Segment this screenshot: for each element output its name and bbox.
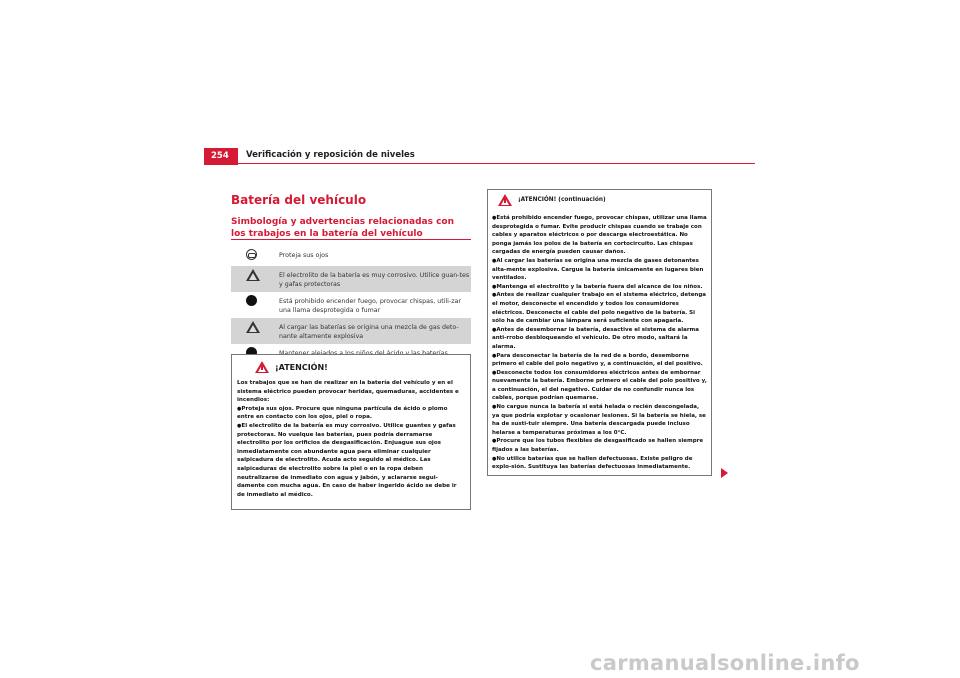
- section-subtitle: Simbología y advertencias relacionadas con los trabajos en la batería del vehículo: [231, 217, 455, 239]
- continue-arrow-icon[interactable]: [721, 468, 728, 478]
- symbol-row: [231, 292, 471, 318]
- warning-item: ● No utilice baterías que se hallen defectuosas. Existe peligro de explo-sión. Sustituya las baterías defectuosas inmediatamente.: [492, 455, 707, 472]
- warning-item: ● Antes de desembornar la batería, desactive el sistema de alarma anti-rrobo desbloqueando el vehículo. De otro modo, saltará la alarma.: [492, 326, 707, 352]
- warning-continuation-box: [487, 189, 712, 476]
- warning-box: [231, 354, 471, 510]
- warning-item: ● Para desconectar la batería de la red de a bordo, desemborne primero el cable del polo negativo y, a continuación, el del positivo.: [492, 352, 707, 369]
- warning-item: ● Está prohibido encender fuego, provocar chispas, utilizar una llama desprotegida o fumar. Evite producir chispas cuando se trabaje con cables y aparatos eléctricos o por descarga electroestática. No ponga jamás los polos de la batería en cortocircuito. Las chispas cargadas de energía pueden causar daños.: [492, 214, 707, 257]
- page-number: 254: [204, 148, 238, 165]
- no-fire-icon: [246, 295, 257, 306]
- symbol-text: El electrolito de la batería es muy corrosivo. Utilice guan-tes y gafas protectoras: [279, 272, 470, 288]
- warning-item: ● Desconecte todos los consumidores eléctricos antes de embornar nuevamente la batería. Emborne primero el cable del polo positivo y, a continuación, el del negativo. Cuidar de no confundir nunca los cables, porque podrían quemarse.: [492, 369, 707, 403]
- warning-intro: Los trabajos que se han de realizar en la batería del vehículo y en el sistema eléctrico pueden provocar heridas, quemaduras, accidentes e incendios:: [237, 380, 459, 404]
- section-title: Verificación y reposición de niveles: [246, 150, 415, 160]
- warning-item: ● Mantenga el electrolito y la batería fuera del alcance de los niños.: [492, 283, 707, 292]
- subtitle-divider: [231, 239, 471, 240]
- warning-item: ● Al cargar las baterías se origina una mezcla de gases detonantes alta-mente explosiva. Cargue la batería únicamente en lugares bien ventilados.: [492, 257, 707, 283]
- symbol-text: Proteja sus ojos: [279, 252, 329, 259]
- acid-warning-icon: [246, 269, 260, 281]
- goggles-icon: [246, 249, 257, 260]
- warning-item: ● Proteja sus ojos. Procure que ninguna partícula de ácido o plomo entre en contacto con los ojos, piel o ropa.: [237, 405, 465, 422]
- warning-item: ● Antes de realizar cualquier trabajo en el sistema eléctrico, detenga el motor, desconecte el encendido y todos los consumidores eléctricos. Desconecte el cable del polo negativo de la batería. Si sólo ha de cambiar una lámpara será suficiente con apagarla.: [492, 291, 707, 325]
- warning-continuation-title: ¡ATENCIÓN! (continuación): [518, 197, 606, 203]
- symbol-row: [231, 318, 471, 344]
- footer-watermark: carmanualsonline.info: [590, 651, 860, 675]
- explosive-gas-icon: [246, 321, 260, 333]
- symbol-text: Está prohibido encender fuego, provocar chispas, utili-zar una llama desprotegida o fumar: [279, 298, 461, 314]
- header-divider: [204, 163, 755, 164]
- symbol-row: [231, 246, 471, 266]
- page-title: Batería del vehículo: [231, 193, 367, 207]
- warning-item: ● Procure que los tubos flexibles de desgasificado se hallen siempre fijados a las baterías.: [492, 437, 707, 454]
- warning-triangle-icon: [255, 361, 269, 373]
- warning-item: ● No cargue nunca la batería si está helada o recién descongelada, ya que podría explotar y ocasionar lesiones. Si la batería se hiela, se ha de susti-tuir siempre. Una batería descargada puede incluso helarse a temperaturas próximas a los 0°C.: [492, 403, 707, 437]
- warning-triangle-icon: [498, 194, 512, 206]
- symbol-table: [231, 246, 471, 364]
- symbol-text: Al cargar las baterías se origina una mezcla de gas deto-nante altamente explosiva: [279, 324, 459, 340]
- warning-title: ¡ATENCIÓN!: [275, 362, 328, 372]
- symbol-row: [231, 266, 471, 292]
- warning-item: ● El electrolito de la batería es muy corrosivo. Utilice guantes y gafas protectoras. No vuelque las baterías, pues podría derramarse electrolito por los orificios de desgasificación. Enjuague sus ojos inmediatamente con abundante agua para eliminar cualquier salpicadura de electrolito. Acuda acto seguido al médico. Las salpicaduras de electrolito sobre la piel o en la ropa deben neutralizarse de inmediato con agua y jabón, y aclararse segui-damente con mucha agua. En caso de haber ingerido ácido se debe ir de inmediato al médico.: [237, 422, 465, 499]
